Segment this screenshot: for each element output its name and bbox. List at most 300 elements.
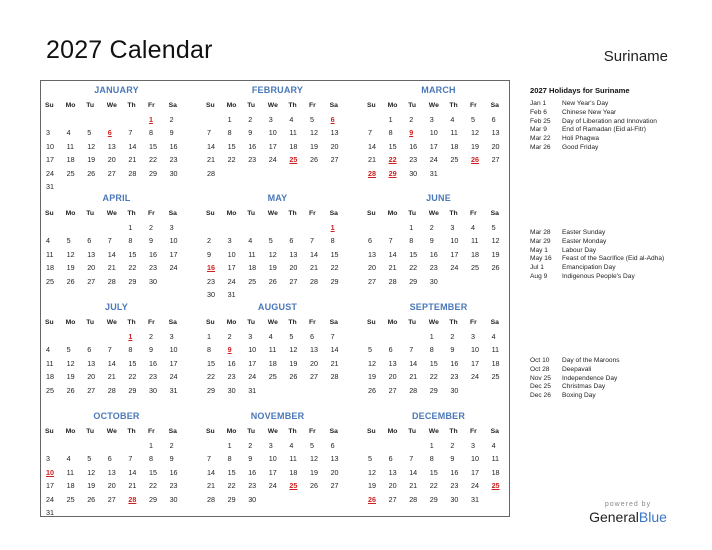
- day-cell: 21: [409, 372, 418, 381]
- holiday-day-cell: 1: [148, 114, 153, 124]
- day-cell: 7: [128, 128, 133, 137]
- day-cell: 12: [289, 345, 298, 354]
- day-cell: 14: [368, 141, 376, 151]
- empty-cell: [106, 221, 127, 235]
- day-cell: 6: [330, 440, 335, 450]
- day-cell: 12: [268, 249, 277, 259]
- holiday-date: Mar 28: [530, 229, 551, 236]
- day-cell: 16: [248, 141, 257, 151]
- day-cell: 6: [368, 236, 372, 245]
- holiday-name: New Year's Day: [562, 100, 609, 107]
- weekday-header: Sa: [329, 102, 338, 109]
- day-cell: 5: [368, 454, 372, 463]
- holiday-day-cell: 16: [207, 263, 215, 272]
- day-cell: 1: [388, 114, 393, 124]
- weekday-header: Tu: [247, 102, 255, 109]
- weekday-header: Mo: [65, 210, 76, 217]
- day-cell: 18: [66, 155, 75, 164]
- holiday-item: [530, 366, 670, 375]
- holiday-date: Feb 25: [530, 117, 551, 125]
- day-cell: 19: [66, 372, 75, 381]
- day-cell: 13: [87, 249, 96, 259]
- day-cell: 14: [128, 467, 137, 477]
- month-january: [44, 84, 189, 194]
- empty-cell: [44, 330, 65, 344]
- day-cell: 20: [388, 372, 397, 381]
- day-cell: 22: [148, 481, 157, 490]
- weekday-header: Sa: [168, 210, 177, 217]
- day-cell: 15: [207, 358, 215, 368]
- day-cell: 20: [388, 481, 397, 490]
- empty-cell: [387, 439, 408, 453]
- day-cell: 7: [330, 331, 335, 341]
- day-cell: 6: [87, 345, 92, 354]
- day-cell: 30: [429, 276, 438, 286]
- holiday-item: [530, 118, 670, 127]
- holiday-item: [530, 135, 670, 144]
- day-cell: 7: [409, 345, 414, 354]
- holiday-name: Labour Day: [562, 246, 597, 254]
- weekday-header: We: [106, 102, 117, 109]
- weekday-header: Mo: [387, 210, 398, 217]
- day-cell: 20: [309, 358, 318, 368]
- empty-cell: [65, 439, 86, 453]
- day-cell: 23: [409, 155, 418, 164]
- weekday-header: Mo: [226, 319, 237, 326]
- day-cell: 31: [248, 385, 257, 395]
- day-cell: 5: [268, 236, 273, 245]
- day-cell: 29: [227, 494, 236, 504]
- empty-cell: [205, 221, 226, 235]
- holiday-date: Jan 1: [530, 100, 547, 107]
- holiday-day-cell: 26: [368, 494, 376, 504]
- holiday-day-cell: 28: [128, 494, 137, 504]
- month-grid: [44, 425, 189, 520]
- day-cell: 20: [87, 263, 96, 272]
- day-cell: 23: [169, 155, 178, 164]
- day-cell: 4: [46, 236, 50, 245]
- weekday-header: Tu: [408, 319, 416, 326]
- day-cell: 30: [148, 385, 157, 395]
- month-name: JANUARY: [94, 85, 139, 95]
- day-cell: 18: [470, 249, 479, 259]
- day-cell: 8: [148, 454, 153, 463]
- day-cell: 4: [289, 440, 294, 450]
- day-cell: 30: [450, 494, 459, 504]
- holiday-item: [530, 144, 670, 153]
- day-cell: 22: [429, 481, 438, 490]
- weekday-header: Mo: [387, 102, 398, 109]
- day-cell: 4: [46, 345, 50, 354]
- weekday-header: Tu: [408, 428, 416, 435]
- empty-cell: [85, 330, 106, 344]
- weekday-header: Su: [206, 319, 215, 326]
- day-cell: 3: [450, 222, 455, 232]
- day-cell: 17: [470, 467, 479, 477]
- day-cell: 3: [248, 331, 253, 341]
- weekday-header: Su: [367, 319, 376, 326]
- weekday-header: We: [428, 210, 439, 217]
- day-cell: 15: [128, 358, 137, 368]
- day-cell: 5: [87, 454, 92, 463]
- holiday-name: Boxing Day: [562, 392, 596, 400]
- day-cell: 3: [429, 114, 434, 124]
- day-cell: 6: [491, 114, 496, 124]
- holiday-name: Easter Sunday: [562, 229, 606, 236]
- day-cell: 27: [107, 168, 116, 178]
- empty-cell: [407, 330, 428, 344]
- day-cell: 2: [169, 114, 174, 124]
- day-cell: 12: [87, 141, 96, 151]
- day-cell: 19: [289, 358, 298, 368]
- month-name: FEBRUARY: [251, 85, 304, 95]
- day-cell: 6: [309, 331, 314, 341]
- holiday-date: Dec 25: [530, 383, 551, 391]
- holiday-date: Jul 1: [530, 264, 544, 272]
- day-cell: 5: [491, 222, 496, 232]
- month-june: [366, 192, 511, 288]
- weekday-header: We: [106, 428, 117, 435]
- day-cell: 28: [309, 276, 318, 286]
- day-cell: 4: [491, 331, 496, 341]
- holiday-date: Nov 25: [530, 374, 551, 382]
- month-february: [205, 84, 350, 180]
- weekday-header: Sa: [329, 210, 338, 217]
- day-cell: 22: [128, 372, 137, 381]
- day-cell: 13: [491, 128, 500, 137]
- day-cell: 4: [248, 236, 253, 245]
- day-cell: 5: [87, 128, 92, 137]
- day-cell: 26: [87, 494, 96, 504]
- day-cell: 26: [66, 385, 75, 395]
- day-cell: 20: [107, 481, 116, 490]
- month-grid: [205, 99, 350, 180]
- day-cell: 13: [87, 358, 96, 368]
- day-cell: 24: [268, 481, 277, 490]
- day-cell: 31: [227, 290, 236, 299]
- day-cell: 12: [309, 128, 318, 137]
- day-cell: 27: [330, 155, 339, 164]
- day-cell: 27: [87, 276, 96, 286]
- day-cell: 31: [470, 494, 479, 504]
- day-cell: 27: [107, 494, 116, 504]
- day-cell: 27: [388, 494, 397, 504]
- day-cell: 24: [470, 481, 479, 490]
- day-cell: 3: [268, 440, 273, 450]
- day-cell: 18: [289, 467, 298, 477]
- day-cell: 8: [388, 128, 393, 137]
- empty-cell: [106, 113, 127, 127]
- empty-cell: [85, 113, 106, 127]
- weekday-header: Sa: [490, 102, 499, 109]
- country-name: Suriname: [603, 48, 668, 65]
- day-cell: 21: [128, 481, 137, 490]
- day-cell: 7: [128, 454, 133, 463]
- weekday-header: We: [106, 319, 117, 326]
- day-cell: 12: [87, 467, 96, 477]
- brand-logo: [583, 500, 673, 525]
- day-cell: 30: [409, 168, 418, 178]
- day-cell: 18: [268, 358, 277, 368]
- day-cell: 22: [148, 155, 157, 164]
- day-cell: 10: [169, 236, 178, 245]
- day-cell: 28: [388, 276, 397, 286]
- day-cell: 25: [450, 155, 459, 164]
- day-cell: 5: [470, 114, 475, 124]
- holiday-name: Feast of the Sacrifice (Eid al-Adha): [562, 255, 665, 263]
- day-cell: 18: [491, 358, 500, 368]
- day-cell: 26: [309, 155, 318, 164]
- day-cell: 11: [66, 141, 75, 151]
- holiday-day-cell: 9: [409, 128, 414, 137]
- holiday-day-cell: 9: [227, 345, 232, 354]
- weekday-header: Su: [206, 210, 215, 217]
- weekday-header: Fr: [469, 210, 477, 217]
- month-grid: [366, 425, 511, 506]
- weekday-header: Fr: [147, 102, 155, 109]
- day-cell: 17: [470, 358, 479, 368]
- holiday-day-cell: 28: [368, 168, 376, 178]
- day-cell: 9: [248, 454, 253, 463]
- day-cell: 6: [107, 454, 112, 463]
- weekday-header: We: [267, 102, 278, 109]
- day-cell: 14: [330, 345, 339, 354]
- day-cell: 21: [128, 155, 137, 164]
- day-cell: 18: [66, 481, 75, 490]
- day-cell: 2: [248, 114, 253, 124]
- day-cell: 15: [388, 141, 397, 151]
- day-cell: 24: [450, 263, 459, 272]
- day-cell: 13: [107, 467, 116, 477]
- empty-cell: [366, 113, 387, 127]
- day-cell: 18: [46, 372, 54, 381]
- day-cell: 20: [289, 263, 298, 272]
- empty-cell: [205, 439, 226, 453]
- weekday-header: Fr: [469, 428, 477, 435]
- day-cell: 24: [470, 372, 479, 381]
- day-cell: 28: [107, 276, 116, 286]
- month-august: [205, 301, 350, 397]
- day-cell: 13: [330, 454, 339, 463]
- weekday-header: Sa: [329, 428, 338, 435]
- weekday-header: We: [428, 102, 439, 109]
- month-may: [205, 192, 350, 302]
- weekday-header: Mo: [387, 428, 398, 435]
- month-grid: [366, 207, 511, 288]
- day-cell: 2: [450, 440, 455, 450]
- weekday-header: Mo: [65, 102, 76, 109]
- day-cell: 19: [87, 481, 96, 490]
- weekday-header: Fr: [308, 210, 316, 217]
- day-cell: 8: [227, 128, 232, 137]
- day-cell: 3: [46, 128, 50, 137]
- day-cell: 25: [66, 494, 75, 504]
- weekday-header: Th: [127, 428, 136, 435]
- day-cell: 28: [409, 494, 418, 504]
- empty-cell: [205, 113, 226, 127]
- weekday-header: Th: [449, 428, 458, 435]
- powered-by-text: powered by: [604, 501, 652, 508]
- holiday-name: Day of the Maroons: [562, 357, 620, 364]
- day-cell: 2: [409, 114, 414, 124]
- holiday-name: Easter Monday: [562, 237, 607, 245]
- weekday-header: Th: [127, 319, 136, 326]
- day-cell: 9: [169, 454, 174, 463]
- month-name: MARCH: [421, 85, 456, 95]
- day-cell: 7: [207, 128, 211, 137]
- month-july: [44, 301, 189, 397]
- weekday-header: Sa: [329, 319, 338, 326]
- day-cell: 30: [169, 168, 178, 178]
- day-cell: 24: [46, 494, 54, 504]
- day-cell: 16: [409, 141, 418, 151]
- holiday-item: [530, 255, 670, 264]
- holiday-group: [530, 229, 670, 282]
- day-cell: 8: [429, 345, 434, 354]
- day-cell: 12: [368, 467, 376, 477]
- weekday-header: Fr: [147, 319, 155, 326]
- day-cell: 10: [248, 345, 257, 354]
- day-cell: 24: [268, 155, 277, 164]
- month-grid: [366, 99, 511, 180]
- day-cell: 20: [87, 372, 96, 381]
- day-cell: 9: [248, 128, 253, 137]
- month-name: MAY: [267, 193, 288, 203]
- weekday-header: Tu: [86, 428, 94, 435]
- day-cell: 2: [248, 440, 253, 450]
- day-cell: 11: [450, 128, 458, 137]
- weekday-header: Mo: [65, 428, 76, 435]
- day-cell: 17: [450, 249, 459, 259]
- day-cell: 27: [368, 276, 376, 286]
- day-cell: 21: [309, 263, 318, 272]
- day-cell: 13: [330, 128, 339, 137]
- empty-cell: [226, 221, 247, 235]
- day-cell: 24: [227, 276, 236, 286]
- day-cell: 10: [450, 236, 459, 245]
- day-cell: 12: [491, 236, 500, 245]
- day-cell: 11: [289, 454, 297, 463]
- holiday-item: [530, 238, 670, 247]
- day-cell: 2: [429, 222, 434, 232]
- holiday-group: [530, 100, 670, 153]
- day-cell: 17: [169, 358, 178, 368]
- day-cell: 8: [207, 345, 211, 354]
- day-cell: 7: [388, 236, 393, 245]
- day-cell: 3: [46, 454, 50, 463]
- day-cell: 29: [409, 276, 418, 286]
- day-cell: 22: [207, 372, 215, 381]
- weekday-header: Mo: [387, 319, 398, 326]
- weekday-header: Th: [127, 102, 136, 109]
- holiday-item: [530, 229, 670, 238]
- day-cell: 15: [227, 467, 236, 477]
- day-cell: 17: [268, 141, 277, 151]
- month-grid: [366, 316, 511, 397]
- day-cell: 7: [207, 454, 211, 463]
- day-cell: 24: [169, 263, 178, 272]
- month-october: [44, 410, 189, 520]
- day-cell: 16: [227, 358, 236, 368]
- day-cell: 14: [409, 467, 418, 477]
- weekday-header: Fr: [147, 210, 155, 217]
- day-cell: 18: [289, 141, 298, 151]
- day-cell: 13: [368, 249, 376, 259]
- empty-cell: [287, 221, 308, 235]
- day-cell: 11: [470, 236, 479, 245]
- day-cell: 9: [148, 345, 153, 354]
- day-cell: 1: [148, 440, 153, 450]
- day-cell: 3: [470, 440, 475, 450]
- day-cell: 9: [169, 128, 174, 137]
- day-cell: 24: [46, 168, 54, 178]
- month-april: [44, 192, 189, 288]
- day-cell: 15: [429, 358, 438, 368]
- month-grid: [44, 207, 189, 288]
- day-cell: 8: [429, 454, 434, 463]
- day-cell: 18: [46, 263, 54, 272]
- day-cell: 21: [207, 481, 215, 490]
- holiday-item: [530, 109, 670, 118]
- day-cell: 20: [330, 141, 339, 151]
- month-name: NOVEMBER: [250, 411, 305, 421]
- empty-cell: [387, 330, 408, 344]
- day-cell: 25: [491, 372, 500, 381]
- day-cell: 31: [46, 508, 54, 517]
- day-cell: 28: [409, 385, 418, 395]
- holiday-date: Aug 9: [530, 272, 548, 280]
- day-cell: 21: [388, 263, 397, 272]
- day-cell: 26: [66, 276, 75, 286]
- holiday-name: Emancipation Day: [562, 264, 616, 272]
- day-cell: 8: [227, 454, 232, 463]
- day-cell: 13: [107, 141, 116, 151]
- holiday-day-cell: 6: [330, 114, 335, 124]
- weekday-header: Th: [288, 102, 297, 109]
- day-cell: 7: [107, 345, 112, 354]
- day-cell: 14: [107, 249, 116, 259]
- day-cell: 23: [148, 372, 157, 381]
- empty-cell: [65, 330, 86, 344]
- day-cell: 11: [491, 345, 500, 354]
- weekday-header: Fr: [308, 102, 316, 109]
- day-cell: 16: [169, 141, 178, 151]
- day-cell: 28: [207, 168, 215, 178]
- day-cell: 25: [248, 276, 257, 286]
- day-cell: 6: [87, 236, 92, 245]
- holiday-day-cell: 1: [128, 331, 133, 341]
- weekday-header: Th: [449, 319, 458, 326]
- day-cell: 25: [46, 276, 54, 286]
- day-cell: 3: [470, 331, 475, 341]
- day-cell: 15: [429, 467, 438, 477]
- day-cell: 4: [491, 440, 496, 450]
- day-cell: 16: [169, 467, 178, 477]
- holiday-name: Indigenous People's Day: [562, 272, 635, 280]
- day-cell: 14: [207, 467, 215, 477]
- day-cell: 8: [128, 345, 133, 354]
- day-cell: 3: [169, 331, 174, 341]
- month-grid: [205, 425, 350, 506]
- empty-cell: [308, 221, 329, 235]
- day-cell: 24: [429, 155, 438, 164]
- empty-cell: [246, 221, 267, 235]
- empty-cell: [65, 221, 86, 235]
- weekday-header: We: [428, 319, 439, 326]
- day-cell: 10: [46, 141, 54, 151]
- month-name: JULY: [105, 302, 128, 312]
- holiday-day-cell: 25: [289, 481, 298, 490]
